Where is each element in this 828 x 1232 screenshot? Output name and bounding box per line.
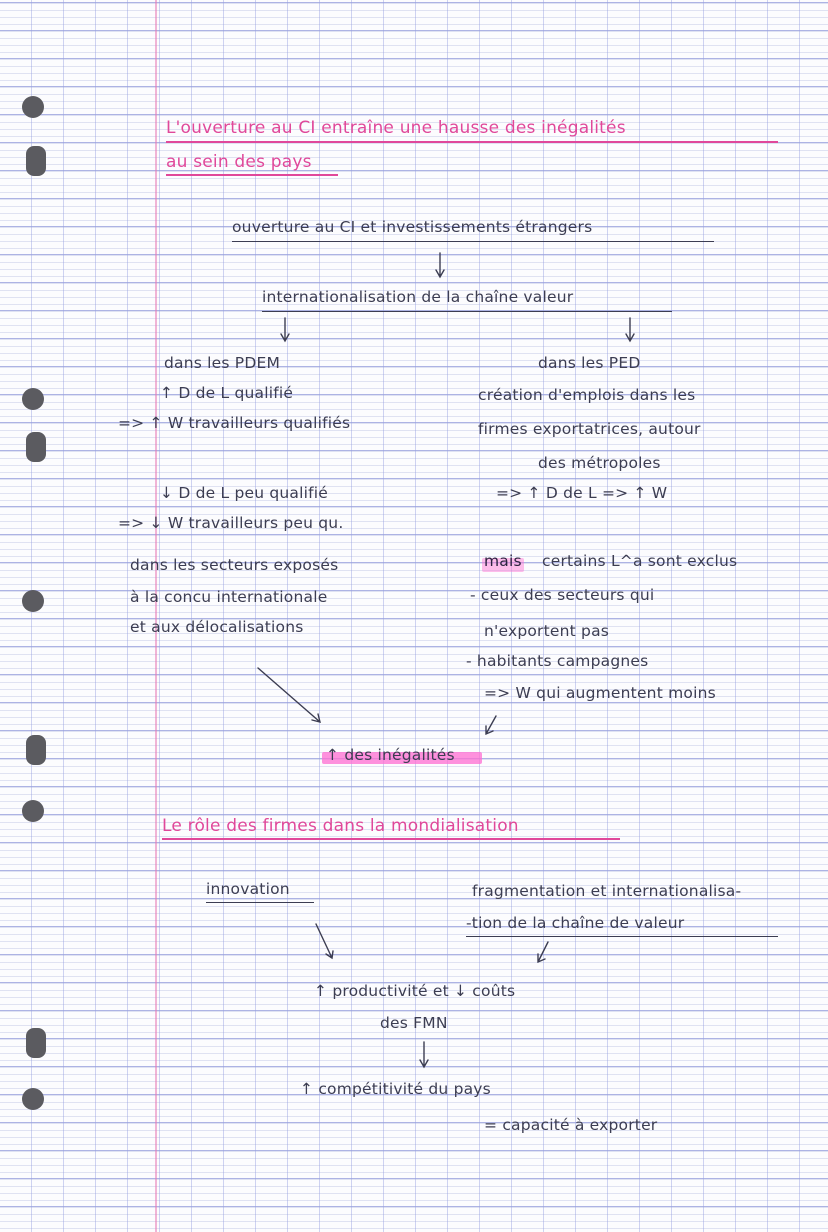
arrow-diag-icon <box>316 924 333 958</box>
left-line: et aux délocalisations <box>130 618 304 636</box>
productivity-line1: ↑ productivité et ↓ coûts <box>314 982 516 1000</box>
right-line: des métropoles <box>538 454 661 472</box>
fragmentation-line2: -tion de la chaîne de valeur <box>466 914 685 932</box>
right-mais: mais <box>484 552 522 570</box>
right-line: n'exportent pas <box>484 622 610 640</box>
left-line: => ↓ W travailleurs peu qu. <box>118 514 344 532</box>
left-line: ↑ D de L qualifié <box>160 384 294 402</box>
fragmentation-line1: fragmentation et internationalisa- <box>472 882 742 900</box>
left-line: dans les secteurs exposés <box>130 556 339 574</box>
innovation: innovation <box>206 880 290 898</box>
right-heading: dans les PED <box>538 354 641 372</box>
right-line: certains L^a sont exclus <box>542 552 738 570</box>
left-line: ↓ D de L peu qualifié <box>160 484 329 502</box>
conclusion: ↑ des inégalités <box>326 746 455 764</box>
arrow-diag-icon <box>486 716 496 734</box>
right-line: => ↑ D de L => ↑ W <box>496 484 668 502</box>
section1-title-line1: L'ouverture au CI entraîne une hausse des inégalités <box>166 118 626 138</box>
flow-top: ouverture au CI et investissements étrangers <box>232 218 593 236</box>
section1-title-line2: au sein des pays <box>166 152 312 172</box>
competitiveness: ↑ compétitivité du pays <box>300 1080 491 1098</box>
right-line: => W qui augmentent moins <box>484 684 716 702</box>
right-line: création d'emplois dans les <box>478 386 696 404</box>
flow-mid: internationalisation de la chaîne valeur <box>262 288 574 306</box>
arrow-down-icon <box>420 1042 428 1067</box>
arrow-down-icon <box>436 253 444 277</box>
right-line: firmes exportatrices, autour <box>478 420 701 438</box>
section2-title: Le rôle des firmes dans la mondialisation <box>162 816 519 836</box>
right-line: - habitants campagnes <box>466 652 649 670</box>
left-line: => ↑ W travailleurs qualifiés <box>118 414 351 432</box>
arrow-diag-icon <box>538 942 548 962</box>
left-heading: dans les PDEM <box>164 354 281 372</box>
productivity-line2: des FMN <box>380 1014 448 1032</box>
right-line: - ceux des secteurs qui <box>470 586 655 604</box>
arrow-down-icon <box>626 318 634 341</box>
capacity: = capacité à exporter <box>484 1116 658 1134</box>
left-line: à la concu internationale <box>130 588 328 606</box>
arrow-down-icon <box>281 318 289 341</box>
arrow-diag-icon <box>258 668 320 722</box>
